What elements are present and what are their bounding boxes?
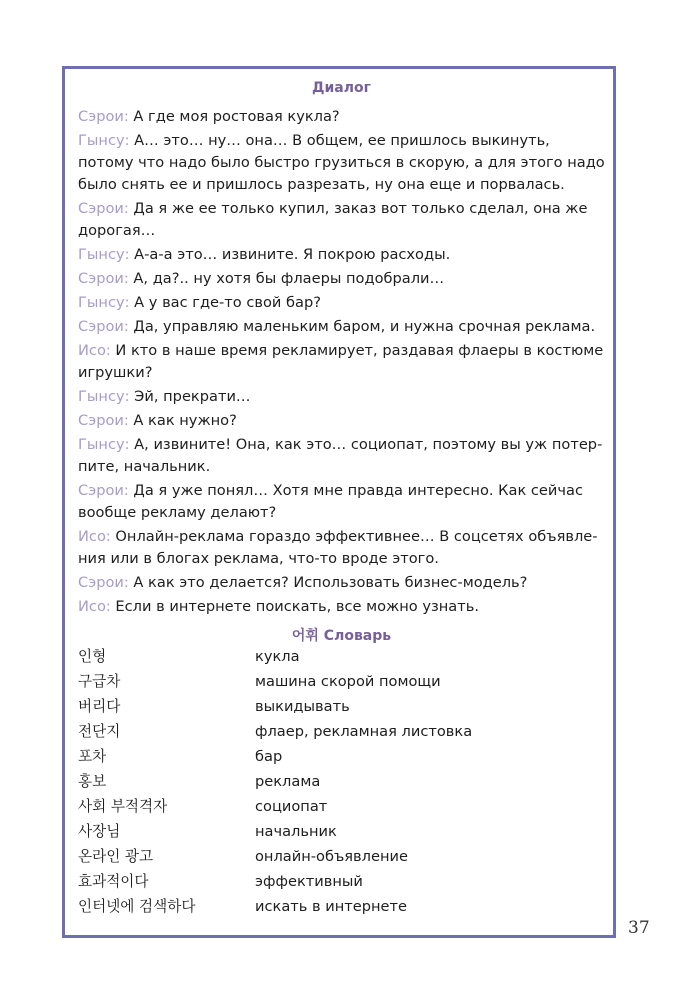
dialog-line (78, 526, 608, 570)
speaker-name: Исо: (78, 528, 111, 545)
line-text: И кто в наше время рекламирует, раздавая флаеры в костюме игрушки? (78, 342, 604, 381)
russian-translation: кукла (255, 648, 300, 665)
dialog-line (78, 434, 608, 478)
korean-word: 버리다 (78, 698, 121, 715)
vocabulary-row (78, 871, 608, 896)
speaker-name: Исо: (78, 598, 111, 615)
dialog-title: Диалог (312, 80, 371, 96)
korean-word: 사회 부적격자 (78, 798, 168, 815)
vocabulary-row (78, 721, 608, 746)
line-text: А, извините! Она, как это… социопат, поэтому вы уж потерпите, начальник. (78, 436, 603, 475)
vocabulary-list (78, 646, 608, 921)
page-number: 37 (628, 918, 650, 938)
speaker-name: Сэрои: (78, 412, 129, 429)
line-text: А, да?.. ну хотя бы флаеры подобрали… (128, 270, 445, 287)
line-text: Если в интернете поискать, все можно узнать. (110, 598, 479, 615)
russian-translation: онлайн-объявление (255, 848, 408, 865)
russian-translation: искать в интернете (255, 898, 408, 915)
dialog-line (78, 386, 608, 408)
vocabulary-row (78, 846, 608, 871)
speaker-name: Исо: (78, 342, 111, 359)
line-text: Да я же ее только купил, заказ вот только сделал, она же дорогая… (78, 200, 588, 239)
speaker-name: Сэрои: (78, 482, 129, 499)
korean-word: 구급차 (78, 673, 121, 690)
vocabulary-row (78, 746, 608, 771)
speaker-name: Сэрои: (78, 318, 129, 335)
vocabulary-title: 어휘 Словарь (291, 628, 392, 644)
korean-word: 사장님 (78, 823, 121, 840)
line-text: А-а-а это… извините. Я покрою расходы. (129, 246, 451, 263)
vocabulary-row (78, 771, 608, 796)
korean-word: 온라인 광고 (78, 848, 154, 865)
speaker-name: Гынсу: (78, 294, 130, 311)
korean-word: 효과적이다 (78, 873, 149, 890)
speaker-name: Гынсу: (78, 388, 130, 405)
vocabulary-row (78, 821, 608, 846)
dialog-line (78, 410, 608, 432)
line-text: А где моя ростовая кукла? (128, 108, 340, 125)
korean-word: 포차 (78, 748, 107, 765)
russian-translation: флаер, рекламная листовка (255, 723, 473, 740)
vocabulary-row (78, 671, 608, 696)
dialog-line (78, 292, 608, 314)
russian-translation: выкидывать (255, 698, 350, 715)
dialog-line (78, 244, 608, 266)
korean-word: 인형 (78, 648, 107, 665)
speaker-name: Сэрои: (78, 270, 129, 287)
dialog-line (78, 316, 608, 338)
line-text: Да, управляю маленьким баром, и нужна срочная реклама. (128, 318, 596, 335)
speaker-name: Гынсу: (78, 246, 130, 263)
russian-translation: реклама (255, 773, 321, 790)
vocabulary-row (78, 796, 608, 821)
vocabulary-row (78, 896, 608, 921)
line-text: А… это… ну… она… В общем, ее пришлось выкинуть, потому что надо было быстро грузиться в скорую, а для этого надо было снять ее и пришлось разрезать, ну она еще и порвалась. (78, 132, 605, 193)
dialog-line (78, 130, 608, 196)
line-text: Онлайн-реклама гораздо эффективнее… В соцсетях объявления или в блогах реклама, что-то вроде этого. (78, 528, 598, 567)
line-text: А у вас где-то свой бар? (129, 294, 321, 311)
dialog-line (78, 106, 608, 128)
speaker-name: Сэрои: (78, 200, 129, 217)
dialog-line (78, 268, 608, 290)
speaker-name: Гынсу: (78, 436, 130, 453)
line-text: А как нужно? (128, 412, 237, 429)
vocabulary-row (78, 696, 608, 721)
speaker-name: Гынсу: (78, 132, 130, 149)
line-text: А как это делается? Использовать бизнес-модель? (128, 574, 528, 591)
line-text: Да я уже понял… Хотя мне правда интересно. Как сейчас вообще рекламу делают? (78, 482, 583, 521)
line-text: Эй, прекрати… (129, 388, 251, 405)
russian-translation: социопат (255, 798, 328, 815)
russian-translation: бар (255, 748, 283, 765)
speaker-name: Сэрои: (78, 108, 129, 125)
vocabulary-row (78, 646, 608, 671)
korean-word: 인터넷에 검색하다 (78, 898, 196, 915)
dialog-line (78, 596, 608, 618)
dialog-line (78, 480, 608, 524)
korean-word: 전단지 (78, 723, 121, 740)
speaker-name: Сэрои: (78, 574, 129, 591)
russian-translation: эффективный (255, 873, 363, 890)
russian-translation: начальник (255, 823, 337, 840)
russian-translation: машина скорой помощи (255, 673, 441, 690)
korean-word: 홍보 (78, 773, 107, 790)
dialog-text (78, 106, 608, 620)
dialog-line (78, 198, 608, 242)
dialog-line (78, 572, 608, 594)
dialog-line (78, 340, 608, 384)
